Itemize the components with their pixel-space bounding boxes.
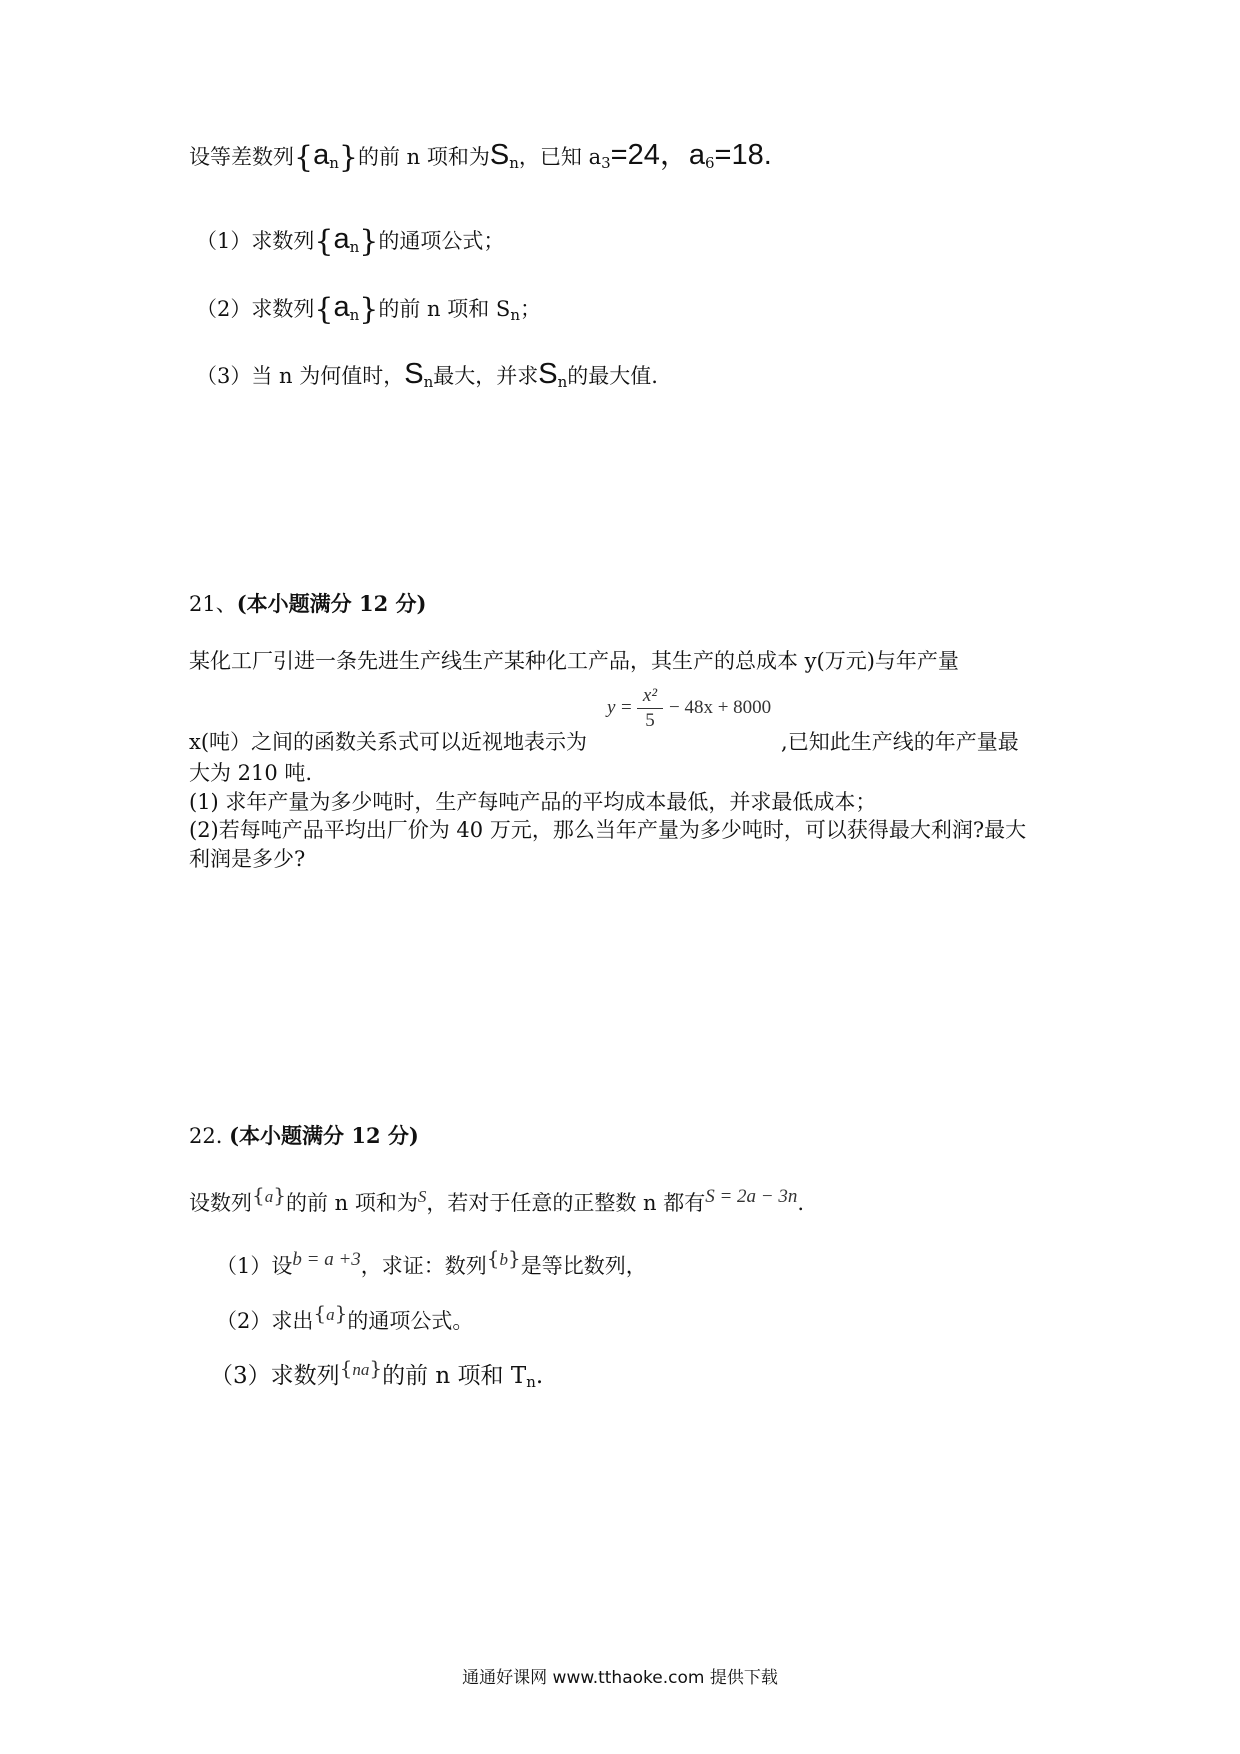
p22-q1: （1）设b = a +3，求证：数列{$^b$}是等比数列，	[216, 1246, 647, 1278]
p20-intro: 设等差数列$\{a_n\}$的前 n 项和为$S_n$，已知 $a_3=24$，$a_6=18$.	[189, 139, 772, 175]
p20-q3: （3）当 n 为何值时，$S_n$最大，并求$S_n$的最大值.	[196, 358, 658, 391]
p21-line2: x(吨）之间的函数关系式可以近视地表示为 ,已知此生产线的年产量最	[189, 730, 1019, 754]
p20-q1: （1）求数列$\{a_n\}$的通项公式；	[196, 223, 505, 259]
p22-header: 22. (本小题满分 12 分)	[189, 1123, 419, 1148]
p21-q1: (1) 求年产量为多少吨时，生产每吨产品的平均成本最低，并求最低成本；	[189, 790, 877, 814]
formula-fraction: x² 5	[637, 685, 663, 732]
p21-line1: 某化工厂引进一条先进生产线生产某种化工产品，其生产的总成本 y(万元)与年产量	[189, 649, 959, 673]
p21-q2: (2)若每吨产品平均出厂价为 40 万元，那么当年产量为多少吨时，可以获得最大利润?最大	[189, 818, 1027, 842]
p22-q2: （2）求出{$^a$}的通项公式。	[216, 1301, 474, 1333]
brace-close: }	[338, 140, 358, 175]
footer-download-note: 通通好课网 www.tthaoke.com 提供下载	[462, 1668, 778, 1688]
cost-formula: y = x² 5 − 48x + 8000	[607, 685, 772, 731]
p22-line1: 设数列{$^a$}的前 n 项和为$^S$，若对于任意的正整数 n 都有S = 2a − 3n.	[189, 1183, 805, 1215]
p20-q2: （2）求数列$\{a_n\}$的前 n 项和 $S_n$；	[196, 291, 541, 327]
p21-header: 21、(本小题满分 12 分)	[189, 591, 427, 616]
p21-line3: 大为 210 吨.	[189, 761, 313, 785]
p21-q2-cont: 利润是多少?	[189, 847, 306, 871]
brace-open: {	[294, 140, 314, 175]
p22-q3: （3）求数列{$^{na}$}的前 n 项和 $T_n$.	[210, 1356, 544, 1391]
